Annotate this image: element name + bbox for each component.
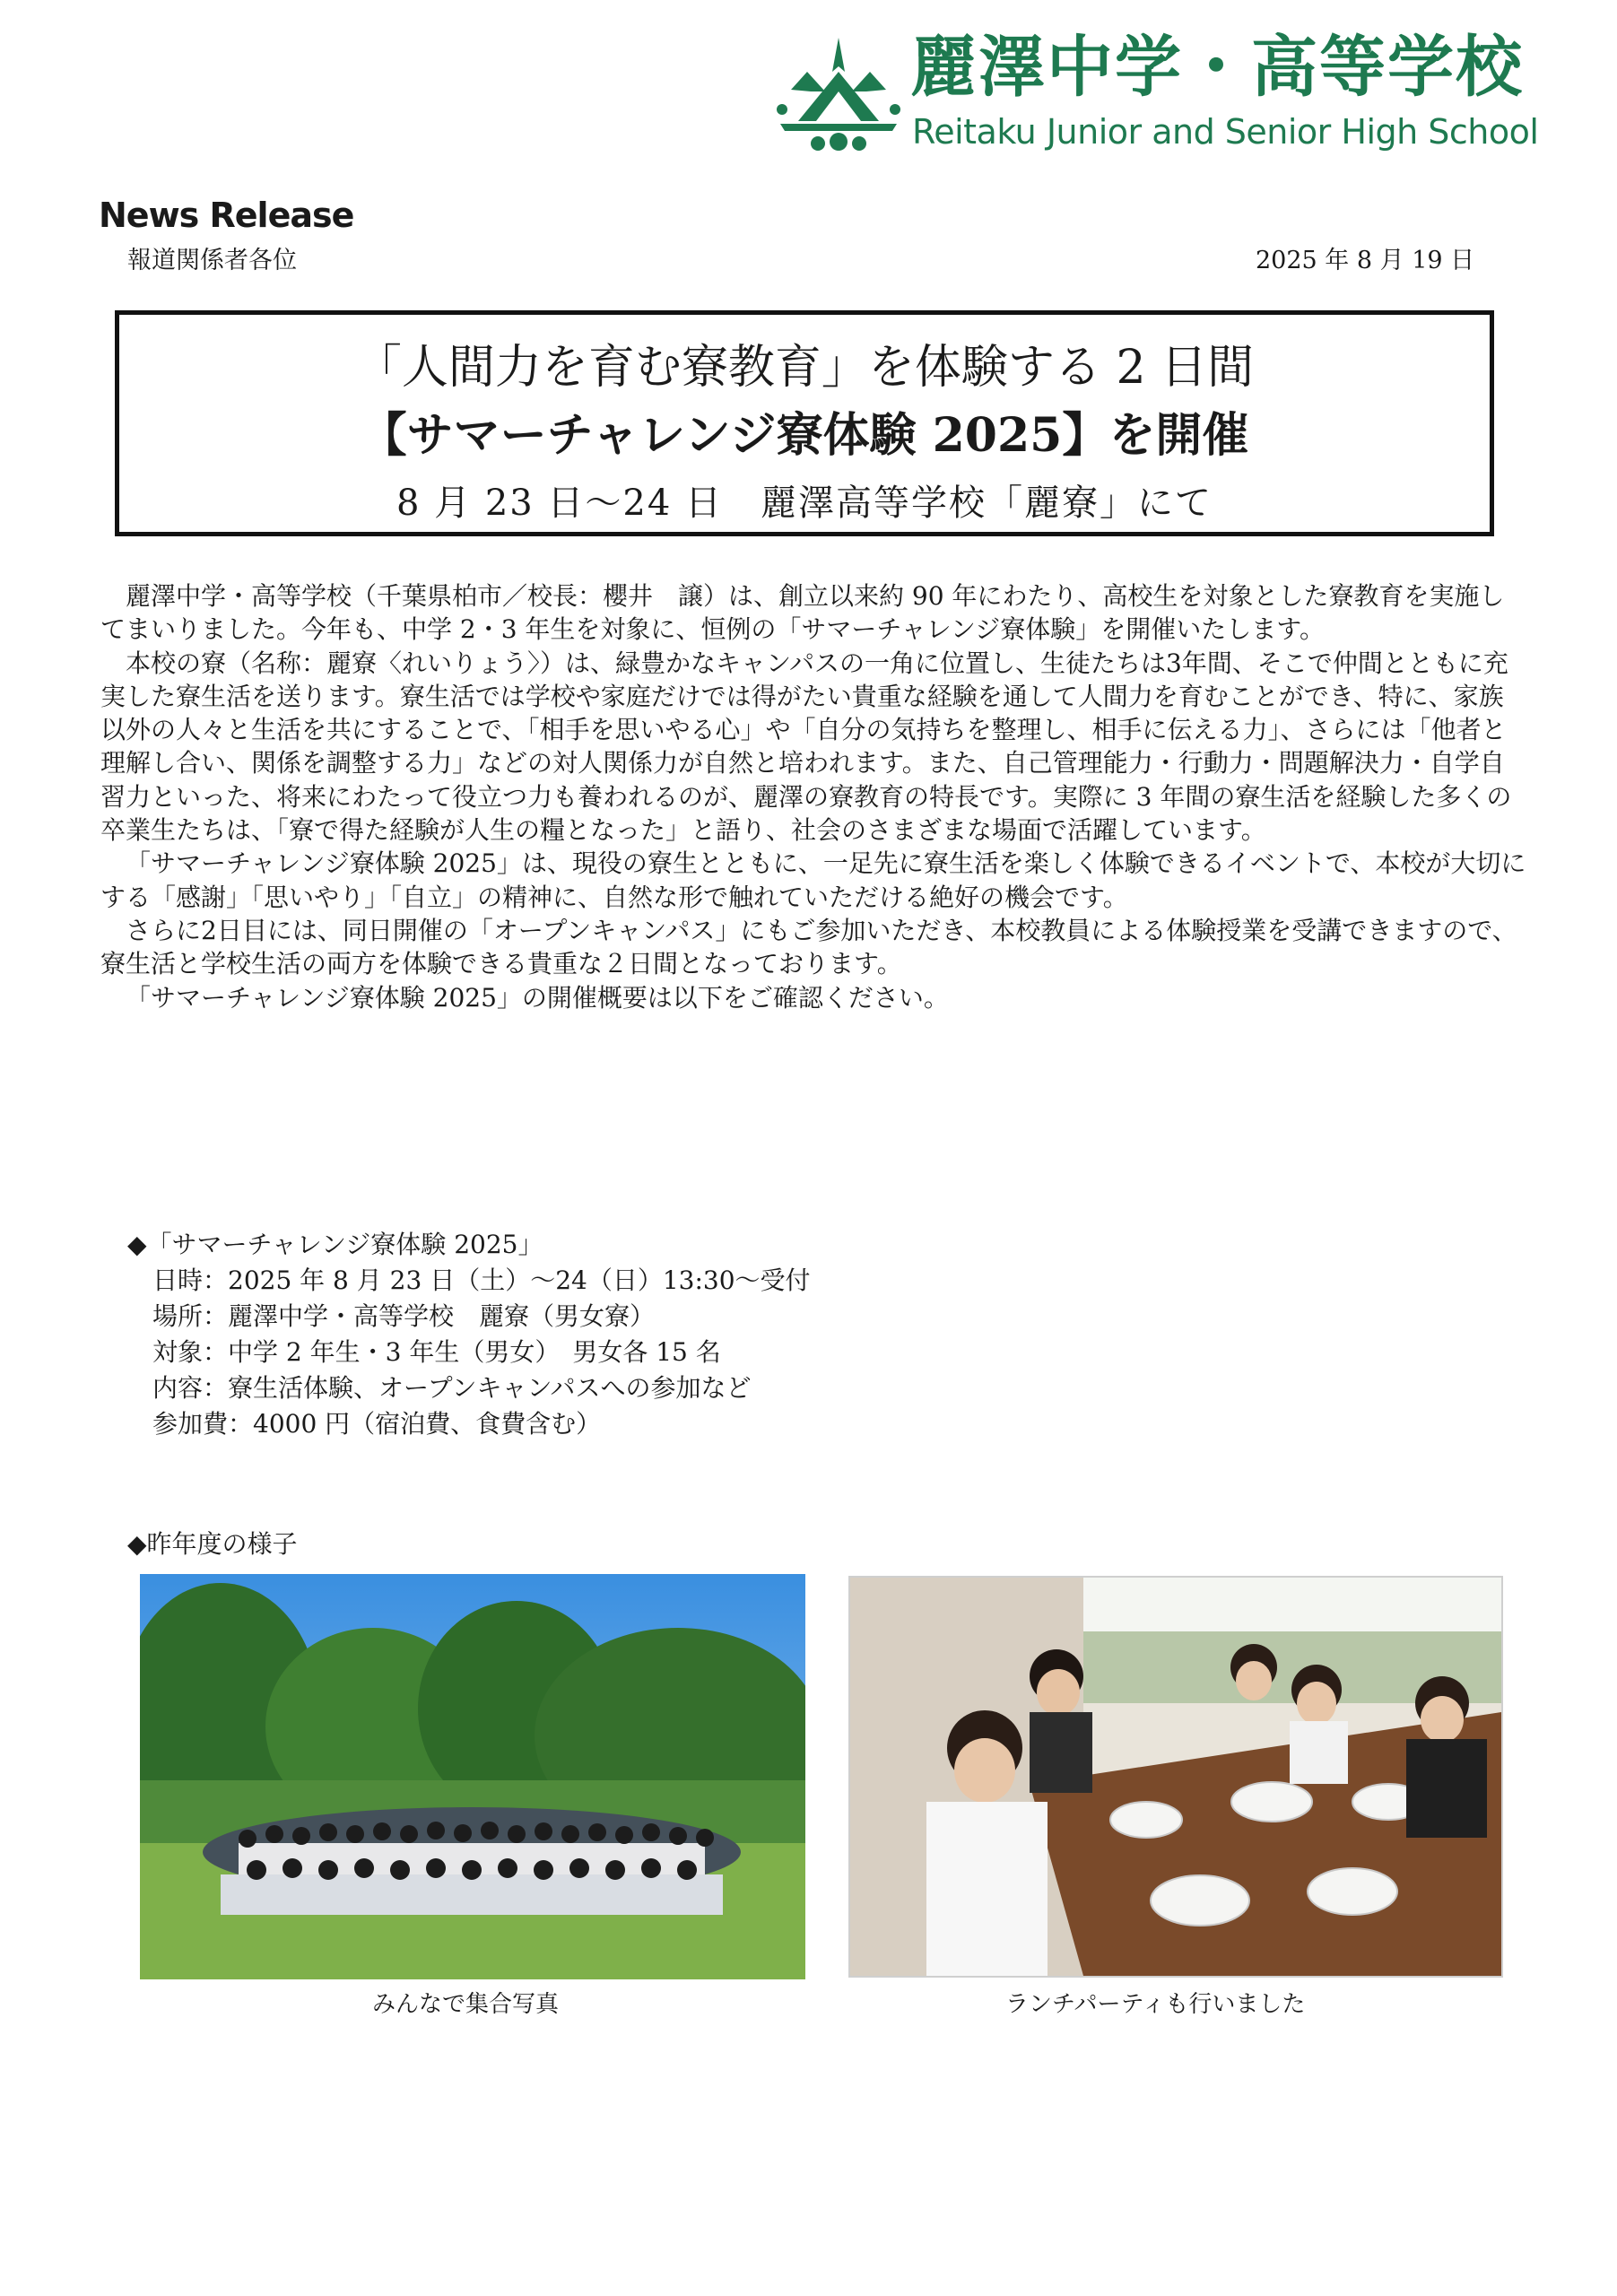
body-paragraph: 麗澤中学・高等学校（千葉県柏市／校長：櫻井 譲）は、創立以来約 90 年にわたり、高校生を対象とした寮教育を実施してまいりました。今年も、中学 2・3 年生を対象に、恒例の「サマーチャレンジ寮体験」を開催いたします。: [100, 581, 1505, 645]
body-paragraph: 本校の寮（名称：麗寮〈れいりょう〉）は、緑豊かなキャンパスの一角に位置し、生徒たちは3年間、そこで仲間とともに充実した寮生活を送ります。寮生活では学校や家庭だけでは得がたい貴重な経験を通して人間力を育むことができ、特に、家族以外の人々と生活を共にすることで、「相手を思いやる心」や「自分の気持ちを整理し、相手に伝える力」、さらには「他者と理解し合い、関係を調整する力」などの対人関係力が自然と培われます。また、自己管理能力・行動力・問題解決力・自学自習力といった、将来にわたって役立つ力も養われるのが、麗澤の寮教育の特長です。実際に 3 年間の寮生活を経験した多くの卒業生たちは、「寮で得た経験が人生の糧となった」と語り、社会のさまざまな場面で活躍しています。: [100, 648, 1512, 846]
overview-item: 参加費：4000 円（宿泊費、食費含む）: [152, 1409, 602, 1439]
title-line-2: 【サマーチャレンジ寮体験 2025】を開催: [360, 408, 1249, 463]
event-overview: [127, 1227, 811, 1442]
title-line-1: 「人間力を育む寮教育」を体験する 2 日間: [354, 341, 1255, 395]
school-logo-emblem: [771, 36, 906, 154]
overview-item: 日時：2025 年 8 月 23 日（土）～24（日）13:30～受付: [152, 1265, 811, 1295]
overview-item: 場所：麗澤中学・高等学校 麗寮（男女寮）: [152, 1301, 656, 1331]
lunch-party-photo: [848, 1576, 1503, 1978]
release-date: 2025 年 8 月 19 日: [1256, 247, 1475, 274]
overview-item: 対象：中学 2 年生・3 年生（男女） 男女各 15 名: [152, 1337, 721, 1367]
photo-caption-lunch: ランチパーティも行いました: [1005, 1991, 1306, 2018]
body-paragraph: さらに2日目には、同日開催の「オープンキャンパス」にもご参加いただき、本校教員による体験授業を受講できますので、寮生活と学校生活の両方を体験できる貴重な２日間となっております。: [100, 915, 1517, 979]
title-line-3: 8 月 23 日～24 日 麗澤高等学校「麗寮」にて: [396, 483, 1213, 524]
body-text: [100, 579, 1526, 1014]
body-paragraph: 「サマーチャレンジ寮体験 2025」の開催概要は以下をご確認ください。: [126, 982, 949, 1013]
news-release-label: News Release: [99, 196, 354, 235]
title-box: [115, 310, 1494, 536]
body-paragraph: 「サマーチャレンジ寮体験 2025」は、現役の寮生とともに、一足先に寮生活を楽しく体験できるイベントで、本校が大切にする「感謝」「思いやり」「自立」の精神に、自然な形で触れていただける絶好の機会です。: [100, 848, 1526, 912]
school-logo-subtitle: Reitaku Junior and Senior High School: [912, 112, 1539, 152]
overview-heading: ◆「サマーチャレンジ寮体験 2025」: [127, 1230, 543, 1259]
group-photo: [140, 1574, 805, 1979]
photos-heading: ◆昨年度の様子: [127, 1529, 298, 1559]
addressee: 報道関係者各位: [127, 247, 297, 274]
photo-caption-group: みんなで集合写真: [372, 1991, 560, 2018]
overview-item: 内容：寮生活体験、オープンキャンパスへの参加など: [152, 1373, 752, 1403]
school-logo-title: 麗澤中学・高等学校: [910, 29, 1524, 106]
